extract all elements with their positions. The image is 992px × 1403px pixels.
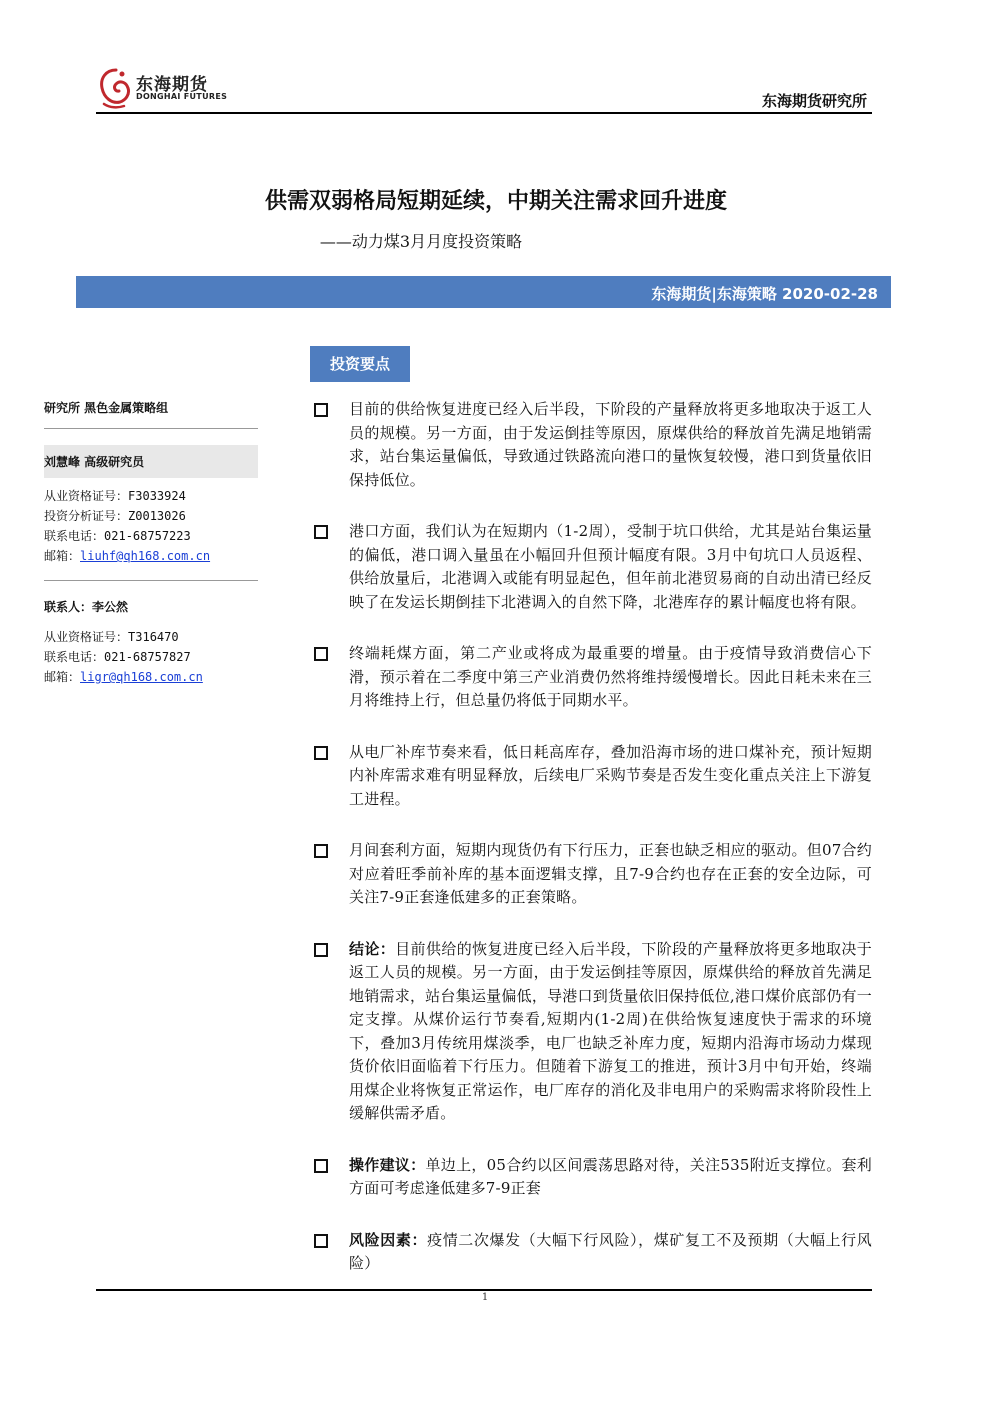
contact-name: 联系人：李公然 (44, 600, 129, 614)
bullet-conclusion: 结论：目前供给的恢复进度已经入后半段，下阶段的产量释放将更多地取决于返工人员的规模。另一方面，由于发运倒挂等原因，原煤供给的释放首先满足地销需求，站台集运量偏低，导港口到货量依旧保持低位,港口煤价底部仍有一定支撑。从煤价运行节奏看,短期内(1-2周)在供给恢复速度快于需求的环境下，叠加3月传统用煤淡季，电厂也缺乏补库力度，短期内沿海市场动力煤现货价依旧面临着下行压力。但随着下游复工的推进，预计3月中旬开始，终端用煤企业将恢复正常运作，电厂库存的消化及非电用户的采购需求将阶段性上缓解供需矛盾。 (312, 938, 872, 1126)
checkbox-bullet-icon (314, 1234, 328, 1248)
sidebar-divider (44, 428, 258, 429)
author-sidebar (44, 396, 258, 687)
bullet-risk: 风险因素：疫情二次爆发（大幅下行风险），煤矿复工不及预期（大幅上行风险） (312, 1229, 872, 1276)
section-label-investment-points: 投资要点 (310, 346, 410, 382)
contact-info-line: 联系电话：021-68757827 (44, 650, 191, 664)
logo-english-name: DONGHAI FUTURES (136, 92, 228, 101)
analyst-info-line: 从业资格证号：F3033924 (44, 489, 186, 503)
research-group: 研究所 黑色金属策略组 (44, 401, 169, 415)
contact-email-line: 邮箱：ligr@qh168.com.cn (44, 670, 203, 684)
bullet-restocking: 从电厂补库节奏来看，低日耗高库存，叠加沿海市场的进口煤补充，预计短期内补库需求难有明显释放，后续电厂采购节奏是否发生变化重点关注上下游复工进程。 (312, 741, 872, 812)
checkbox-bullet-icon (314, 943, 328, 957)
header-divider (96, 112, 872, 114)
investment-points-list (312, 398, 872, 1304)
analyst-email-line: 邮箱：liuhf@qh168.com.cn (44, 549, 211, 563)
banner-text: 东海期货|东海策略 2020-02-28 (651, 285, 878, 303)
footer-divider (96, 1289, 872, 1291)
checkbox-bullet-icon (314, 746, 328, 760)
analyst-email-link[interactable]: liuhf@qh168.com.cn (80, 549, 211, 563)
checkbox-bullet-icon (314, 844, 328, 858)
bullet-supply: 目前的供给恢复进度已经入后半段，下阶段的产量释放将更多地取决于返工人员的规模。另一方面，由于发运倒挂等原因，原煤供给的释放首先满足地销需求，站台集运量偏低，导致通过铁路流向港口的量恢复较慢，港口到货量依旧保持低位。 (312, 398, 872, 492)
analyst-info-line: 联系电话：021-68757223 (44, 529, 191, 543)
bullet-consumption: 终端耗煤方面，第二产业或将成为最重要的增量。由于疫情导致消费信心下滑，预示着在二季度中第三产业消费仍然将维持缓慢增长。因此日耗未来在三月将维持上行，但总量仍将低于同期水平。 (312, 642, 872, 713)
logo-chinese-name: 东海期货 (136, 75, 208, 95)
checkbox-bullet-icon (314, 403, 328, 417)
contact-info-line: 从业资格证号：T316470 (44, 630, 179, 644)
checkbox-bullet-icon (314, 1159, 328, 1173)
contact-email-link[interactable]: ligr@qh168.com.cn (80, 670, 203, 684)
page-number: 1 (481, 1292, 489, 1303)
report-subtitle: ——动力煤3月月度投资策略 (319, 232, 523, 251)
dragon-logo-icon (96, 66, 136, 110)
analyst-info-line: 投资分析证号：Z0013026 (44, 509, 186, 523)
checkbox-bullet-icon (314, 647, 328, 661)
analyst-name-title: 刘慧峰 高级研究员 (44, 445, 258, 478)
report-title: 供需双弱格局短期延续，中期关注需求回升进度 (264, 189, 727, 214)
bullet-arbitrage: 月间套利方面，短期内现货仍有下行压力，正套也缺乏相应的驱动。但07合约对应着旺季前补库的基本面逻辑支撑，且7-9合约也存在正套的安全边际，可关注7-9正套逢低建多的正套策略。 (312, 839, 872, 910)
checkbox-bullet-icon (314, 525, 328, 539)
bullet-operation: 操作建议：单边上，05合约以区间震荡思路对待，关注535附近支撑位。套利方面可考虑逢低建多7-9正套 (312, 1154, 872, 1201)
bullet-port: 港口方面，我们认为在短期内（1-2周），受制于坑口供给，尤其是站台集运量的偏低，港口调入量虽在小幅回升但预计幅度有限。3月中旬坑口人员返程、供给放量后，北港调入或能有明显起色，但年前北港贸易商的自动出清已经反映了在发运长期倒挂下北港调入的自然下降，北港库存的累计幅度也将有限。 (312, 520, 872, 614)
institute-name: 东海期货研究所 (761, 92, 867, 110)
